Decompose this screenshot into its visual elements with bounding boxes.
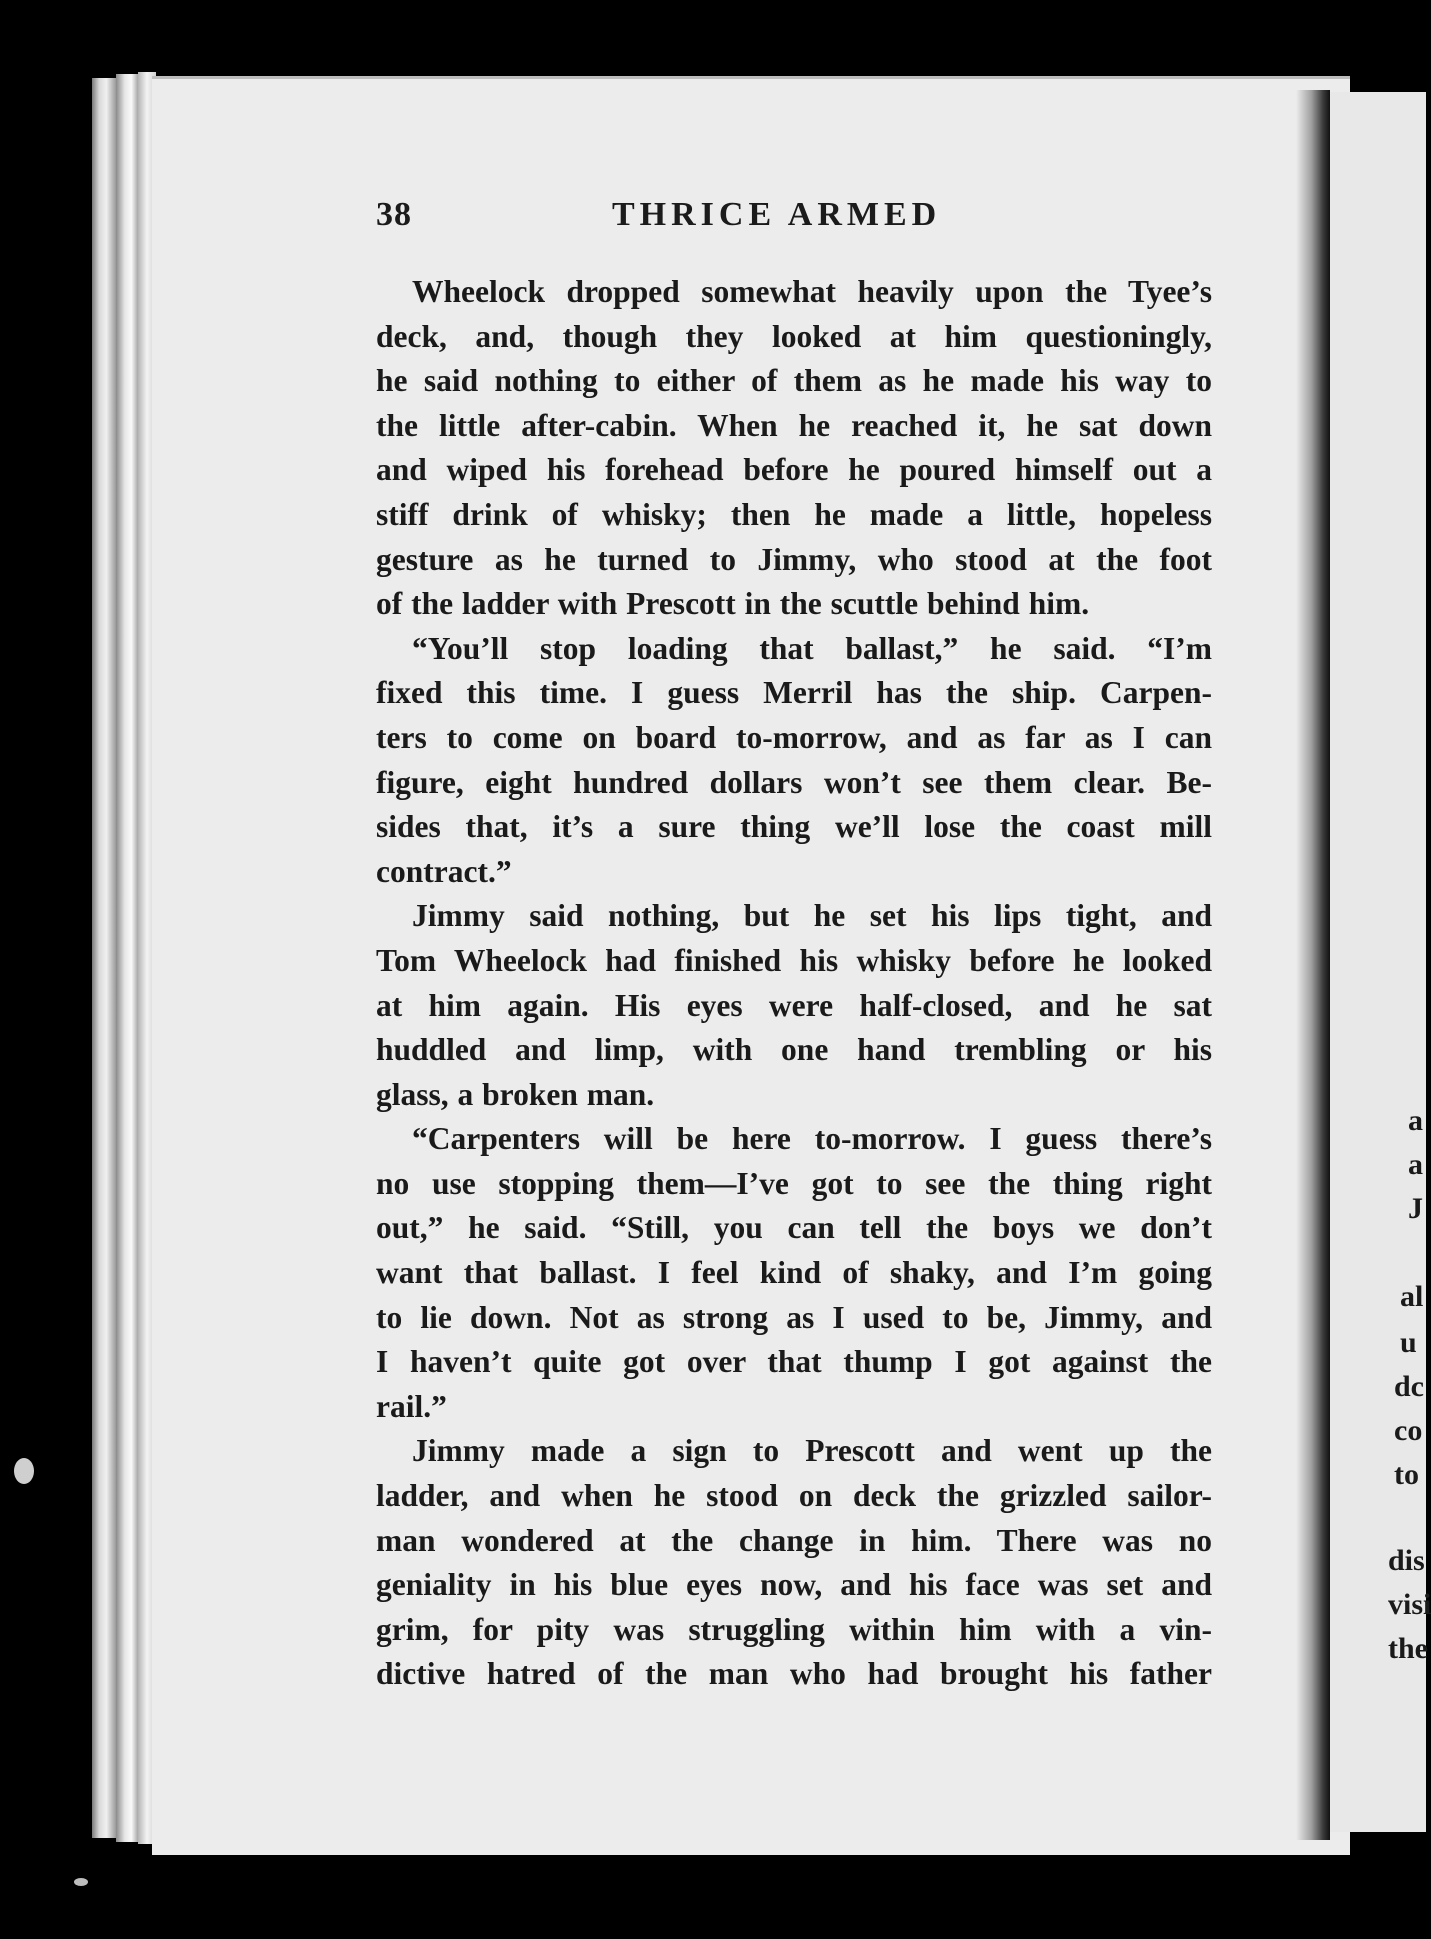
facing-page-fragment: to xyxy=(1394,1458,1419,1491)
text-line: dictive hatred of the man who had brought his father xyxy=(376,1656,1212,1692)
body-text xyxy=(376,270,1212,1697)
facing-page-fragment: a xyxy=(1408,1148,1423,1181)
text-line: want that ballast. I feel kind of shaky, and I’m going xyxy=(376,1255,1212,1291)
page-edge-middle xyxy=(116,74,138,1842)
text-line: figure, eight hundred dollars won’t see them clear. Be- xyxy=(376,764,1212,800)
text-line: grim, for pity was struggling within him with a vin- xyxy=(376,1611,1212,1647)
facing-page-fragment: the xyxy=(1388,1632,1428,1665)
text-line: Tom Wheelock had finished his whisky before he looked xyxy=(376,942,1212,978)
text-line: Wheelock dropped somewhat heavily upon the Tyee’s xyxy=(412,274,1212,309)
text-line: contract.” xyxy=(376,853,512,889)
text-line: ters to come on board to-morrow, and as far as I can xyxy=(376,719,1212,755)
text-line: “You’ll stop loading that ballast,” he said. “I’m xyxy=(412,630,1212,666)
text-line: no use stopping them—I’ve got to see the thing right xyxy=(376,1165,1212,1201)
facing-page-fragment: visi xyxy=(1388,1588,1431,1621)
facing-page-fragment: dis xyxy=(1388,1544,1425,1577)
text-line: Jimmy said nothing, but he set his lips tight, and xyxy=(412,898,1212,934)
text-line: the little after-cabin. When he reached it, he sat down xyxy=(376,407,1212,443)
facing-page-fragment: a xyxy=(1408,1104,1423,1137)
facing-page-fragment: dc xyxy=(1394,1370,1424,1403)
text-line: deck, and, though they looked at him questioningly, xyxy=(376,318,1212,354)
scan-speck xyxy=(74,1878,88,1886)
facing-page-fragment: co xyxy=(1394,1414,1423,1447)
text-line: fixed this time. I guess Merril has the ship. Carpen- xyxy=(376,675,1212,711)
page-number: 38 xyxy=(376,196,412,233)
facing-page-fragment: u xyxy=(1400,1326,1417,1359)
page-edge-outer xyxy=(92,78,116,1838)
text-line: sides that, it’s a sure thing we’ll lose the coast mill xyxy=(376,809,1212,845)
text-line: he said nothing to either of them as he made his way to xyxy=(376,363,1212,399)
text-line: to lie down. Not as strong as I used to be, Jimmy, and xyxy=(376,1299,1212,1335)
text-line: huddled and limp, with one hand trembling or his xyxy=(376,1032,1212,1068)
text-line: stiff drink of whisky; then he made a little, hopeless xyxy=(376,496,1212,532)
gutter-shadow xyxy=(1296,90,1330,1840)
text-line: and wiped his forehead before he poured himself out a xyxy=(376,452,1212,488)
text-line: man wondered at the change in him. There was no xyxy=(376,1522,1212,1558)
text-line: out,” he said. “Still, you can tell the boys we don’t xyxy=(376,1210,1212,1246)
text-line: glass, a broken man. xyxy=(376,1076,655,1112)
facing-page-fragment: J xyxy=(1408,1192,1423,1225)
text-line: geniality in his blue eyes now, and his face was set and xyxy=(376,1567,1212,1603)
running-header xyxy=(376,196,966,244)
text-line: I haven’t quite got over that thump I got against the xyxy=(376,1344,1212,1380)
text-line: Jimmy made a sign to Prescott and went up the xyxy=(412,1433,1212,1469)
scan-speck xyxy=(14,1458,34,1484)
text-line: gesture as he turned to Jimmy, who stood at the foot xyxy=(376,541,1212,577)
text-line: of the ladder with Prescott in the scuttle behind him. xyxy=(376,586,1090,622)
facing-page-fragment: al xyxy=(1400,1280,1424,1313)
text-line: “Carpenters will be here to-morrow. I guess there’s xyxy=(412,1121,1212,1157)
text-line: ladder, and when he stood on deck the grizzled sailor- xyxy=(376,1478,1212,1514)
text-line: rail.” xyxy=(376,1388,447,1424)
text-line: at him again. His eyes were half-closed, and he sat xyxy=(376,987,1212,1023)
running-title: THRICE ARMED xyxy=(612,196,942,233)
